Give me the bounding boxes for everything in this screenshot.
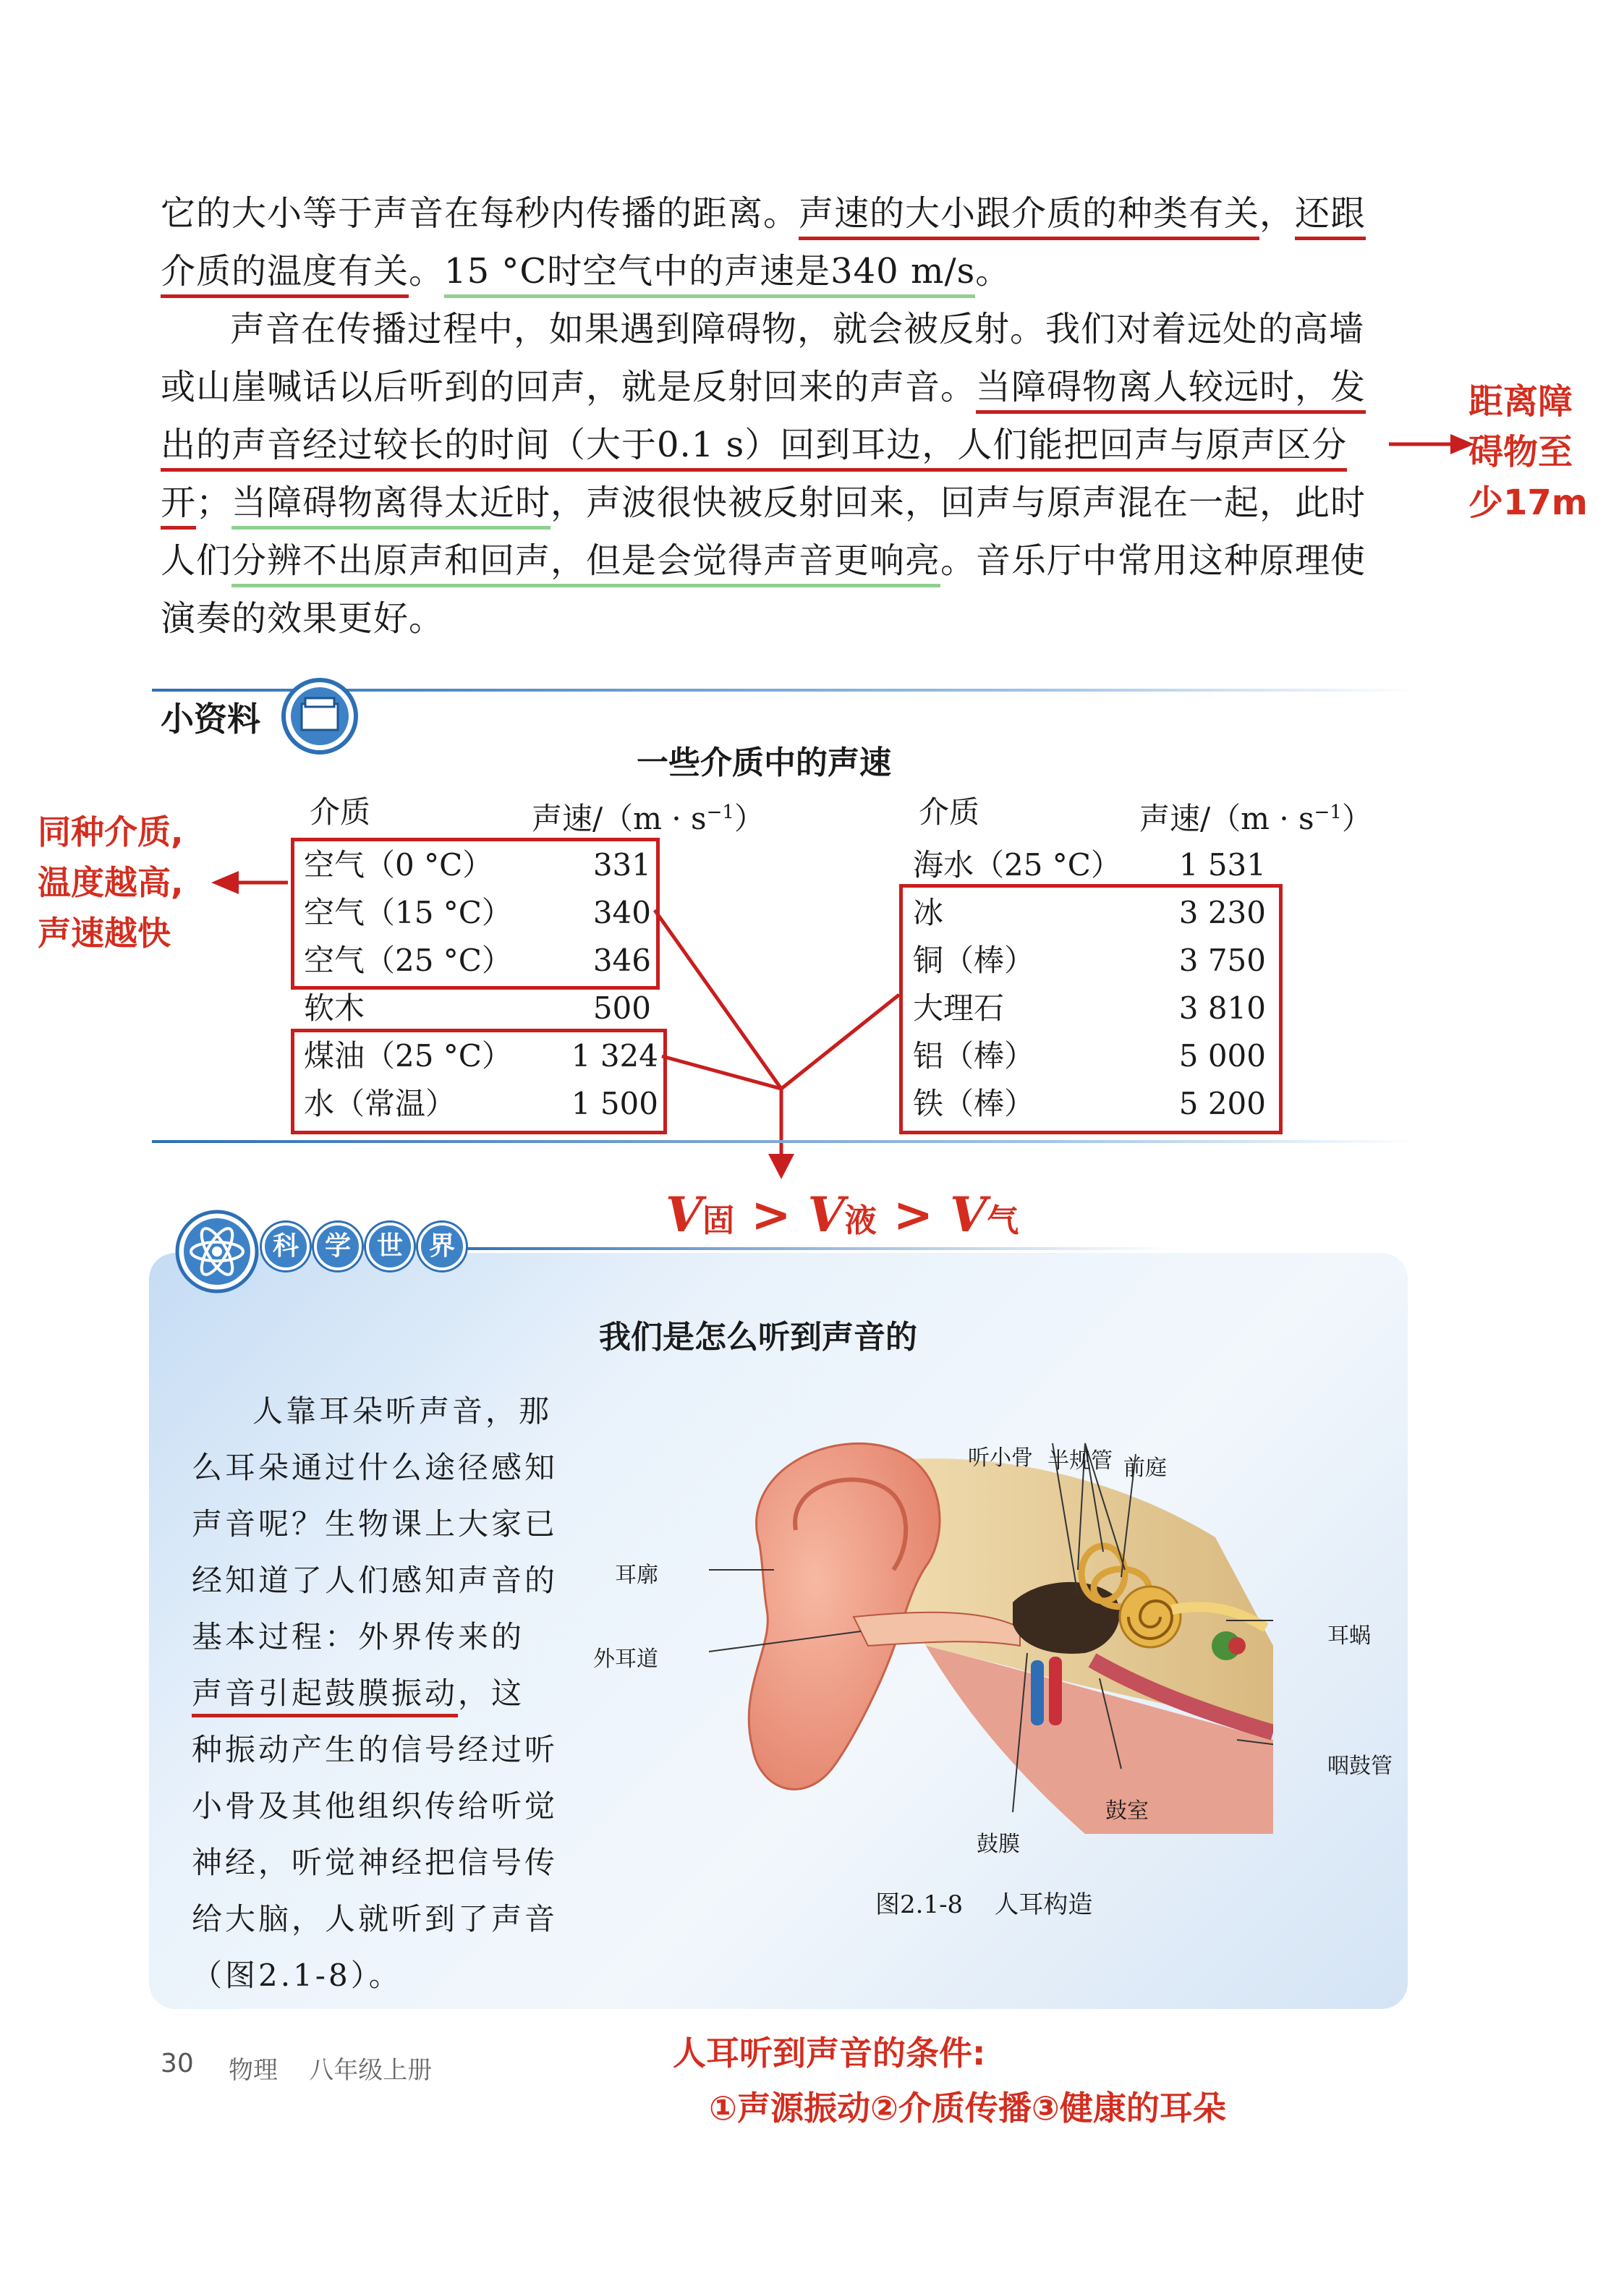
v-symbol: V xyxy=(666,1186,703,1243)
label-eustachian-tube: 咽鼓管 xyxy=(1327,1754,1393,1779)
book-title: 物理 八年级上册 xyxy=(229,2056,433,2085)
label-ossicles: 听小骨 xyxy=(968,1445,1033,1471)
paragraph-line xyxy=(161,590,444,647)
table-row-medium: 铜（棒） xyxy=(913,943,1035,978)
text-line: 种振动产生的信号经过听 xyxy=(192,1732,558,1767)
label-cochlea: 耳蜗 xyxy=(1327,1623,1371,1649)
figure-caption: 图2.1-8 人耳构造 xyxy=(875,1890,1093,1919)
science-badge xyxy=(262,1223,466,1270)
table-row-medium: 铝（棒） xyxy=(913,1038,1035,1074)
text-line: 经知道了人们感知声音的 xyxy=(192,1563,558,1598)
table-row-speed: 500 xyxy=(592,990,651,1026)
paragraph-line xyxy=(230,301,1364,357)
underlined-text: 15 °C时空气中的声速是340 m/s xyxy=(444,251,975,298)
text-line xyxy=(192,1665,558,1722)
underlined-text: 出的声音经过较长的时间（大于0.1 s）回到耳边，人们能把回声与原声区分 xyxy=(161,425,1347,472)
underlined-text: 介质的温度有关 xyxy=(161,251,409,298)
badge-char: 科 xyxy=(262,1223,310,1270)
v-subscript: 气 xyxy=(987,1202,1019,1239)
label-tympanic-cavity: 鼓室 xyxy=(1105,1798,1149,1824)
label-vestibule: 前庭 xyxy=(1123,1456,1167,1481)
text-line: 给大脑，人就听到了声音 xyxy=(192,1901,558,1937)
note-line: 人耳听到声音的条件: xyxy=(673,2034,986,2073)
header-sup: −1 xyxy=(706,802,734,823)
table-row-speed: 3 230 xyxy=(1178,895,1266,930)
label-eardrum: 鼓膜 xyxy=(977,1832,1020,1857)
note-line: 距离障 xyxy=(1468,381,1573,422)
underlined-text: 还跟 xyxy=(1295,193,1366,240)
table-row-medium: 冰 xyxy=(913,895,944,930)
table-row-speed: 1 500 xyxy=(571,1086,658,1121)
note-line: 同种介质, xyxy=(38,812,184,851)
badge-char: 世 xyxy=(366,1223,414,1270)
folder-icon xyxy=(276,676,363,756)
science-header-line xyxy=(448,1246,1172,1252)
table-row-speed: 331 xyxy=(592,847,651,883)
table-row-medium: 大理石 xyxy=(913,990,1005,1026)
underlined-text: 当障碍物离得太近时 xyxy=(231,483,550,530)
v-symbol: V xyxy=(807,1186,845,1243)
paragraph-line xyxy=(161,359,1366,415)
table-row-speed: 340 xyxy=(592,895,651,930)
text-span: 或山崖喊话以后听到的回声，就是反射回来的声音。 xyxy=(161,367,977,407)
underlined-text: 开 xyxy=(161,483,196,530)
table-row-medium: 空气（25 °C） xyxy=(304,943,512,978)
science-title: 我们是怎么听到声音的 xyxy=(599,1319,917,1356)
text-span: ； xyxy=(196,483,232,523)
underlined-text: 分辨不出原声和回声，但是会觉得声音更响亮 xyxy=(231,540,940,587)
table-row-speed: 1 324 xyxy=(571,1038,658,1074)
header-text: ） xyxy=(734,801,765,836)
table-row-speed: 5 200 xyxy=(1178,1086,1266,1121)
v-symbol: V xyxy=(950,1186,987,1243)
note-line: 声速越快 xyxy=(38,914,171,953)
text-span: 。 xyxy=(409,251,445,292)
text-line: 基本过程：外界传来的 xyxy=(192,1619,525,1654)
table-row-speed: 346 xyxy=(592,943,651,978)
text-span: 。音乐厅中常用这种原理使 xyxy=(940,540,1366,581)
header-text: 声速/（m · s xyxy=(532,801,707,836)
greater-sign: > xyxy=(893,1186,934,1243)
badge-char: 学 xyxy=(314,1223,362,1270)
text-span: ，这 xyxy=(458,1675,525,1711)
underlined-text: 当障碍物离人较远时，发 xyxy=(976,367,1366,414)
greater-sign: > xyxy=(751,1186,791,1243)
table-row-medium: 空气（15 °C） xyxy=(304,895,512,930)
label-semicircular-canals: 半规管 xyxy=(1047,1448,1113,1474)
text-span: 它的大小等于声音在每秒内传播的距离。 xyxy=(161,193,799,234)
temperature-note xyxy=(38,807,183,959)
text-line: 声音呢？生物课上大家已 xyxy=(192,1506,558,1542)
note-line: 少17m xyxy=(1468,483,1588,523)
paragraph-line xyxy=(161,185,1366,242)
v-subscript: 固 xyxy=(702,1202,735,1239)
table-row-speed: 3 810 xyxy=(1178,990,1266,1026)
underlined-text: 声音引起鼓膜振动 xyxy=(192,1675,458,1717)
text-span: 。 xyxy=(975,251,1011,292)
echo-arrow xyxy=(1389,430,1476,459)
text-span: 声音在传播过程中，如果遇到障碍物，就会被反射。我们对着远处的高墙 xyxy=(230,309,1365,349)
table-row-medium: 软木 xyxy=(304,990,365,1026)
echo-distance-note xyxy=(1468,376,1588,528)
underlined-text: 声速的大小跟介质的种类有关 xyxy=(799,193,1259,240)
paragraph-line xyxy=(161,417,1347,473)
text-line: 么耳朵通过什么途径感知 xyxy=(192,1450,558,1485)
text-line: 小骨及其他组织传给听觉 xyxy=(192,1788,558,1824)
header-text: 声速/（m · s xyxy=(1139,801,1314,836)
text-span: ， xyxy=(1259,193,1296,234)
table-row-medium: 煤油（25 °C） xyxy=(304,1038,512,1074)
note-line: 温度越高, xyxy=(38,863,184,902)
text-line: （图2.1-8）。 xyxy=(192,1958,402,1993)
paragraph-line xyxy=(161,475,1366,531)
text-line: 神经，听觉神经把信号传 xyxy=(192,1845,558,1880)
header-sup: −1 xyxy=(1314,802,1342,823)
atom-icon xyxy=(174,1208,260,1295)
speed-comparison-note xyxy=(666,1186,1019,1243)
table-row-speed: 3 750 xyxy=(1178,943,1266,978)
col-header-medium: 介质 xyxy=(310,794,371,830)
ziliao-label: 小资料 xyxy=(161,700,260,739)
table-row-medium: 空气（0 °C） xyxy=(304,847,493,883)
text-line: 人靠耳朵听声音，那 xyxy=(252,1393,553,1429)
header-text: ） xyxy=(1341,801,1372,836)
table-row-speed: 5 000 xyxy=(1178,1038,1266,1074)
table-row-speed: 1 531 xyxy=(1178,847,1266,883)
text-span: ，声波很快被反射回来，回声与原声混在一起，此时 xyxy=(550,483,1366,523)
hearing-conditions-note xyxy=(673,2026,1226,2136)
label-ear-canal: 外耳道 xyxy=(593,1647,658,1672)
page-number: 30 xyxy=(161,2049,194,2078)
note-line: ①声源振动②介质传播③健康的耳朵 xyxy=(709,2089,1226,2128)
paragraph-line xyxy=(161,243,1011,299)
table-row-medium: 海水（25 °C） xyxy=(913,847,1121,883)
ear-illustration xyxy=(709,1429,1273,1834)
table-title: 一些介质中的声速 xyxy=(637,744,891,781)
badge-char: 界 xyxy=(418,1223,466,1270)
text-span: 演奏的效果更好。 xyxy=(161,598,445,639)
col-header-medium: 介质 xyxy=(919,794,980,830)
science-text xyxy=(192,1383,558,2004)
v-subscript: 液 xyxy=(844,1202,877,1239)
text-span: 人们 xyxy=(161,540,232,581)
table-row-medium: 铁（棒） xyxy=(913,1086,1035,1121)
ziliao-bottom-divider xyxy=(152,1139,1418,1146)
label-auricle: 耳廓 xyxy=(615,1563,658,1588)
note-line: 碍物至 xyxy=(1468,432,1573,472)
table-row-medium: 水（常温） xyxy=(304,1086,456,1121)
paragraph-line xyxy=(161,532,1366,589)
